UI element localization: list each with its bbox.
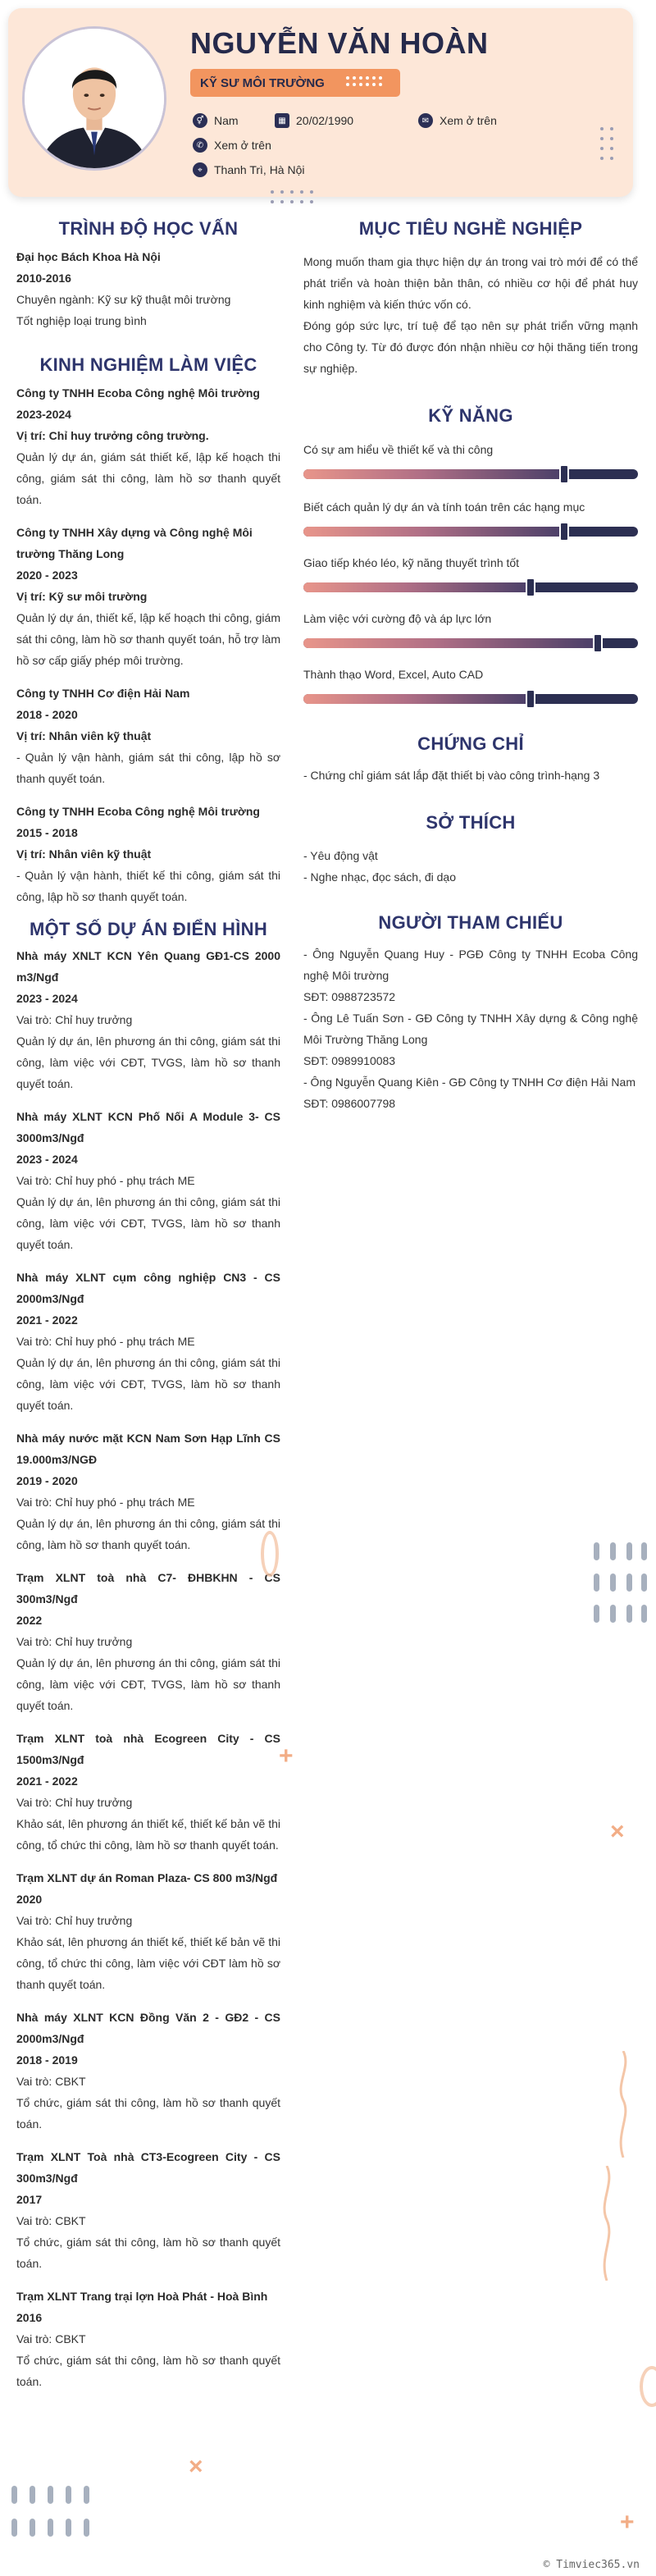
location-info xyxy=(193,162,305,177)
avatar xyxy=(22,26,166,171)
reference-phone: SĐT: 0986007798 xyxy=(303,1097,396,1110)
objective-section xyxy=(303,251,638,379)
candidate-name: NGUYỄN VĂN HOÀN xyxy=(190,26,489,60)
reference-phone: SĐT: 0989910083 xyxy=(303,1054,396,1067)
school-years: 2010-2016 xyxy=(16,272,71,285)
portrait-photo xyxy=(25,29,164,168)
project-item xyxy=(16,1728,280,1856)
experience-item xyxy=(16,522,280,671)
project-item xyxy=(16,1106,280,1255)
project-desc: Quản lý dự án, lên phương án thi công, giám sát thi công, làm việc với CĐT, TVGS, làm hồ sơ thanh quyết toán. xyxy=(16,1356,280,1412)
references-section xyxy=(303,943,638,1114)
project-period: 2021 - 2022 xyxy=(16,1313,78,1327)
project-name: Trạm XLNT dự án Roman Plaza- CS 800 m3/Ngđ xyxy=(16,1871,278,1884)
project-name: Nhà máy XLNT KCN Phố Nối A Module 3- CS 3000m3/Ngđ xyxy=(16,1110,280,1144)
footer-brand: © Timviec365.vn xyxy=(543,2559,640,2571)
hobby-item: - Nghe nhạc, đọc sách, đi dạo xyxy=(303,870,457,884)
reference-name: - Ông Lê Tuấn Sơn - GĐ Công ty TNHH Xây dựng & Công nghệ Môi Trường Thăng Long xyxy=(303,1012,638,1046)
location-icon: ⌖ xyxy=(193,162,207,177)
education-section xyxy=(16,246,280,331)
project-name: Nhà máy XLNT KCN Đồng Văn 2 - GĐ2 - CS 2000m3/Ngđ xyxy=(16,2011,280,2045)
experience-section xyxy=(16,382,280,919)
project-desc: Quản lý dự án, lên phương án thi công, giám sát thi công, làm hồ sơ thanh quyết toán. xyxy=(16,1517,280,1551)
experience-desc: Quản lý dự án, thiết kế, lập kế hoạch thi công, giám sát thi công, làm hồ sơ thanh quyết toán, hỗ trợ làm hồ sơ cấp giấy phép môi trường. xyxy=(16,611,280,667)
phone-icon: ✆ xyxy=(193,138,207,153)
pill-pattern-decoration xyxy=(8,2486,107,2543)
project-name: Nhà máy nước mặt KCN Nam Sơn Hạp Lĩnh CS 19.000m3/NGĐ xyxy=(16,1432,280,1466)
skill-bar-handle xyxy=(526,689,535,709)
experience-position: Vị trí: Nhân viên kỹ thuật xyxy=(16,729,152,742)
project-period: 2019 - 2020 xyxy=(16,1474,78,1487)
plus-decoration: + xyxy=(620,2509,635,2536)
project-name: Nhà máy XLNT cụm công nghiệp CN3 - CS 2000m3/Ngđ xyxy=(16,1271,280,1305)
project-role: Vai trò: Chỉ huy trưởng xyxy=(16,1914,133,1927)
experience-period: 2020 - 2023 xyxy=(16,569,78,582)
experience-desc: Quản lý dự án, giám sát thiết kế, lập kế hoạch thi công, giám sát thi công, làm hồ sơ thanh quyết toán. xyxy=(16,450,280,506)
skill-label: Làm việc với cường độ và áp lực lớn xyxy=(303,612,492,625)
project-role: Vai trò: Chỉ huy trưởng xyxy=(16,1013,133,1026)
skills-heading: KỸ NĂNG xyxy=(428,405,513,426)
skill-bar-fill xyxy=(303,582,531,592)
project-role: Vai trò: Chỉ huy trưởng xyxy=(16,1635,133,1648)
education-heading: TRÌNH ĐỘ HỌC VẤN xyxy=(58,218,239,239)
skill-bar xyxy=(303,527,638,537)
badge-dots-decoration xyxy=(346,76,389,89)
school-name: Đại học Bách Khoa Hà Nội xyxy=(16,250,161,263)
mail-icon: ✉ xyxy=(418,113,433,128)
projects-heading: MỘT SỐ DỰ ÁN ĐIỂN HÌNH xyxy=(29,919,268,939)
certificates-section xyxy=(303,765,638,786)
skill-bar-handle xyxy=(559,522,569,541)
experience-item xyxy=(16,801,280,907)
project-item xyxy=(16,2286,280,2392)
experience-position: Vị trí: Chỉ huy trưởng công trường. xyxy=(16,429,209,442)
reference-phone: SĐT: 0988723572 xyxy=(303,990,396,1003)
skill-label: Biết cách quản lý dự án và tính toán trên các hạng mục xyxy=(303,500,585,514)
project-role: Vai trò: CBKT xyxy=(16,2332,86,2345)
reference-name: - Ông Nguyễn Quang Huy - PGĐ Công ty TNHH Ecoba Công nghệ Môi trường xyxy=(303,948,638,982)
email-info xyxy=(418,113,497,128)
experience-heading: KINH NGHIỆM LÀM VIỆC xyxy=(39,354,257,375)
project-period: 2018 - 2019 xyxy=(16,2053,78,2067)
project-name: Trạm XLNT toà nhà C7- ĐHBKHN - CS 300m3/Ngđ xyxy=(16,1571,280,1605)
gender-info xyxy=(193,113,239,128)
skill-item xyxy=(303,556,638,569)
certificates-heading: CHỨNG CHỈ xyxy=(417,733,524,754)
school-grade: Tốt nghiệp loại trung bình xyxy=(16,314,147,327)
project-desc: Tổ chức, giám sát thi công, làm hồ sơ thanh quyết toán. xyxy=(16,2096,280,2131)
phone-info xyxy=(193,138,271,153)
skill-bar xyxy=(303,582,638,592)
project-name: Trạm XLNT Toà nhà CT3-Ecogreen City - CS 300m3/Ngđ xyxy=(16,2150,280,2185)
wave-decoration xyxy=(599,2166,615,2281)
skill-bar xyxy=(303,638,638,648)
project-desc: Tổ chức, giám sát thi công, làm hồ sơ thanh quyết toán. xyxy=(16,2354,280,2388)
project-period: 2016 xyxy=(16,2311,43,2324)
dob-value: 20/02/1990 xyxy=(296,114,354,127)
project-item xyxy=(16,2007,280,2135)
project-item xyxy=(16,945,280,1094)
job-title-badge xyxy=(190,69,400,97)
wave-decoration xyxy=(615,2051,631,2158)
project-role: Vai trò: Chỉ huy phó - phụ trách ME xyxy=(16,1496,195,1509)
project-name: Trạm XLNT Trang trại lợn Hoà Phát - Hoà Bình xyxy=(16,2290,268,2303)
experience-period: 2015 - 2018 xyxy=(16,826,78,839)
project-role: Vai trò: CBKT xyxy=(16,2214,86,2227)
project-item xyxy=(16,2146,280,2274)
project-desc: Quản lý dự án, lên phương án thi công, giám sát thi công, làm việc với CĐT, TVGS, làm hồ sơ thanh quyết toán. xyxy=(16,1195,280,1251)
experience-company: Công ty TNHH Ecoba Công nghệ Môi trường xyxy=(16,805,260,818)
cross-decoration: × xyxy=(610,1818,625,1845)
project-item xyxy=(16,1427,280,1555)
skill-bar-handle xyxy=(593,633,603,653)
pill-pattern-decoration xyxy=(590,1542,648,1641)
experience-company: Công ty TNHH Xây dựng và Công nghệ Môi trường Thăng Long xyxy=(16,526,253,560)
school-major: Chuyên ngành: Kỹ sư kỹ thuật môi trường xyxy=(16,293,231,306)
project-role: Vai trò: Chỉ huy phó - phụ trách ME xyxy=(16,1335,195,1348)
header-card xyxy=(8,8,633,197)
project-name: Trạm XLNT toà nhà Ecogreen City - CS 1500m3/Ngđ xyxy=(16,1732,280,1766)
certificate-item: - Chứng chỉ giám sát lắp đặt thiết bị vào công trình-hạng 3 xyxy=(303,769,600,782)
skill-bar-fill xyxy=(303,638,598,648)
project-period: 2023 - 2024 xyxy=(16,1153,78,1166)
hobbies-heading: SỞ THÍCH xyxy=(426,812,516,833)
ring-decoration xyxy=(261,1531,279,1577)
email-value: Xem ở trên xyxy=(440,114,497,127)
project-period: 2021 - 2022 xyxy=(16,1774,78,1788)
project-item xyxy=(16,1867,280,1995)
experience-position: Vị trí: Kỹ sư môi trường xyxy=(16,590,148,603)
skill-bar xyxy=(303,694,638,704)
experience-item xyxy=(16,382,280,510)
project-period: 2017 xyxy=(16,2193,43,2206)
project-period: 2022 xyxy=(16,1614,43,1627)
project-item xyxy=(16,1567,280,1716)
skill-bar xyxy=(303,469,638,479)
project-desc: Quản lý dự án, lên phương án thi công, giám sát thi công, làm việc với CĐT, TVGS, làm hồ sơ thanh quyết toán. xyxy=(16,1035,280,1090)
experience-period: 2023-2024 xyxy=(16,408,71,421)
experience-desc: - Quản lý vận hành, thiết kế thi công, giám sát thi công, lập hồ sơ thanh quyết toán. xyxy=(16,869,280,903)
skill-item xyxy=(303,443,638,456)
gender-value: Nam xyxy=(214,114,239,127)
location-value: Thanh Trì, Hà Nội xyxy=(214,163,305,176)
reference-name: - Ông Nguyễn Quang Kiên - GĐ Công ty TNHH Cơ điện Hải Nam xyxy=(303,1076,636,1089)
hobbies-section xyxy=(303,845,638,888)
project-role: Vai trò: CBKT xyxy=(16,2075,86,2088)
skill-label: Thành thạo Word, Excel, Auto CAD xyxy=(303,668,484,681)
skill-item xyxy=(303,668,638,681)
skill-item xyxy=(303,500,638,514)
ring-decoration xyxy=(640,2366,656,2407)
skill-label: Có sự am hiểu về thiết kế và thi công xyxy=(303,443,494,456)
project-desc: Khảo sát, lên phương án thiết kế, thiết kế bản vẽ thi công, tổ chức thi công, làm hồ sơ thanh quyết toán. xyxy=(16,1817,280,1852)
project-period: 2020 xyxy=(16,1893,43,1906)
skill-bar-fill xyxy=(303,469,564,479)
skill-item xyxy=(303,612,638,625)
project-role: Vai trò: Chỉ huy trưởng xyxy=(16,1796,133,1809)
cross-decoration: × xyxy=(189,2453,203,2480)
skill-bar-handle xyxy=(526,578,535,597)
plus-decoration: + xyxy=(279,1742,294,1770)
project-role: Vai trò: Chỉ huy phó - phụ trách ME xyxy=(16,1174,195,1187)
projects-section xyxy=(16,945,280,2404)
project-desc: Tổ chức, giám sát thi công, làm hồ sơ thanh quyết toán. xyxy=(16,2236,280,2270)
job-title: KỸ SƯ MÔI TRƯỜNG xyxy=(200,76,325,90)
experience-item xyxy=(16,683,280,789)
dob-info xyxy=(275,113,353,128)
experience-desc: - Quản lý vận hành, giám sát thi công, lập hồ sơ thanh quyết toán. xyxy=(16,751,280,785)
references-heading: NGƯỜI THAM CHIẾU xyxy=(378,912,563,933)
calendar-icon: ▦ xyxy=(275,113,289,128)
project-desc: Khảo sát, lên phương án thiết kế, thiết kế bản vẽ thi công, tổ chức thi công, làm việc với CĐT làm hồ sơ thanh quyết toán. xyxy=(16,1935,280,1991)
skill-bar-handle xyxy=(559,464,569,484)
project-desc: Quản lý dự án, lên phương án thi công, giám sát thi công, làm việc với CĐT, TVGS, làm hồ sơ thanh quyết toán. xyxy=(16,1656,280,1712)
experience-position: Vị trí: Nhân viên kỹ thuật xyxy=(16,847,152,861)
experience-company: Công ty TNHH Cơ điện Hải Nam xyxy=(16,687,190,700)
experience-company: Công ty TNHH Ecoba Công nghệ Môi trường xyxy=(16,386,260,400)
skill-label: Giao tiếp khéo léo, kỹ năng thuyết trình tốt xyxy=(303,556,520,569)
skill-bar-fill xyxy=(303,694,531,704)
experience-period: 2018 - 2020 xyxy=(16,708,78,721)
skill-bar-fill xyxy=(303,527,564,537)
gender-icon: ⚥ xyxy=(193,113,207,128)
project-item xyxy=(16,1267,280,1416)
hobby-item: - Yêu động vật xyxy=(303,849,378,862)
phone-value: Xem ở trên xyxy=(214,139,271,152)
objective-paragraph: Mong muốn tham gia thực hiện dự án trong vai trò mới để có thể phát triển và hoàn thiện bản thân, có nhiều cơ hội để phát huy kinh nghiệm và kiến thức vốn có. xyxy=(303,255,638,311)
objective-heading: MỤC TIÊU NGHỀ NGHIỆP xyxy=(358,218,583,239)
project-name: Nhà máy XNLT KCN Yên Quang GĐ1-CS 2000 m3/Ngđ xyxy=(16,949,280,984)
project-period: 2023 - 2024 xyxy=(16,992,78,1005)
objective-paragraph: Đóng góp sức lực, trí tuệ để tạo nên sự phát triển vững mạnh cho Công ty. Từ đó được đón nhận nhiều cơ hội thăng tiến trong sự nghiệp. xyxy=(303,319,638,375)
